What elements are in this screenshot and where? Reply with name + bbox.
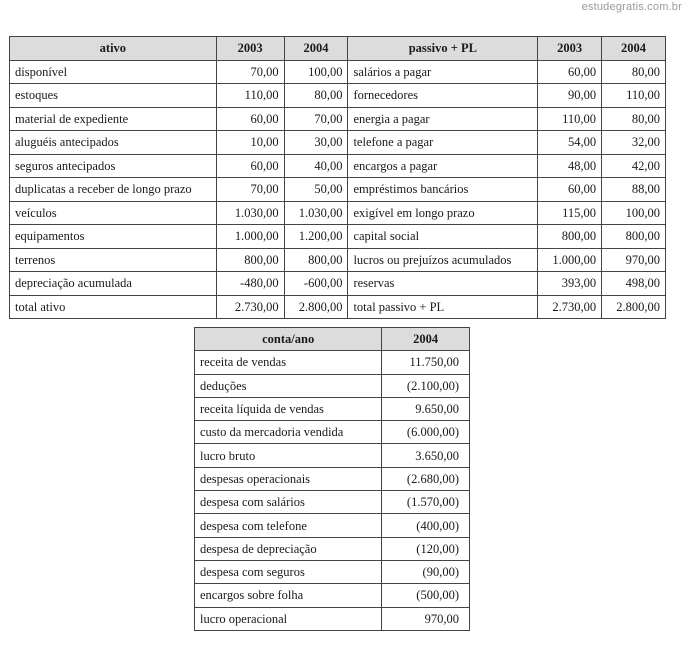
- asset-cell: disponível: [10, 60, 217, 84]
- header-liability-2004: 2004: [602, 37, 666, 61]
- liability-cell: salários a pagar: [348, 60, 538, 84]
- table-row: [195, 421, 470, 444]
- liability-2004-cell: 42,00: [602, 154, 666, 178]
- asset-2004-cell: 70,00: [284, 107, 348, 131]
- liability-2003-cell: 2.730,00: [538, 295, 602, 319]
- liability-cell: lucros ou prejuízos acumulados: [348, 248, 538, 272]
- value-cell: 11.750,00: [382, 351, 470, 374]
- account-cell: receita de vendas: [195, 351, 382, 374]
- table-row: [195, 374, 470, 397]
- table-row: [10, 248, 666, 272]
- table-row: [195, 467, 470, 490]
- liability-2003-cell: 393,00: [538, 272, 602, 296]
- asset-2004-cell: 800,00: [284, 248, 348, 272]
- value-cell: (2.100,00): [382, 374, 470, 397]
- asset-2003-cell: 60,00: [216, 107, 284, 131]
- header-asset: ativo: [10, 37, 217, 61]
- liability-cell: empréstimos bancários: [348, 178, 538, 202]
- value-cell: 9.650,00: [382, 397, 470, 420]
- liability-2003-cell: 115,00: [538, 201, 602, 225]
- table-row: [10, 131, 666, 155]
- asset-cell: total ativo: [10, 295, 217, 319]
- liability-2003-cell: 48,00: [538, 154, 602, 178]
- asset-2003-cell: 1.030,00: [216, 201, 284, 225]
- value-cell: (90,00): [382, 560, 470, 583]
- account-cell: deduções: [195, 374, 382, 397]
- account-cell: lucro operacional: [195, 607, 382, 630]
- header-liability-2003: 2003: [538, 37, 602, 61]
- watermark: estudegratis.com.br: [581, 1, 682, 13]
- liability-cell: total passivo + PL: [348, 295, 538, 319]
- table-row: [195, 351, 470, 374]
- asset-cell: veículos: [10, 201, 217, 225]
- liability-cell: exigível em longo prazo: [348, 201, 538, 225]
- liability-cell: fornecedores: [348, 84, 538, 108]
- liability-cell: reservas: [348, 272, 538, 296]
- liability-2004-cell: 88,00: [602, 178, 666, 202]
- asset-2004-cell: 50,00: [284, 178, 348, 202]
- liability-cell: encargos a pagar: [348, 154, 538, 178]
- asset-2003-cell: 60,00: [216, 154, 284, 178]
- liability-2003-cell: 60,00: [538, 60, 602, 84]
- asset-cell: material de expediente: [10, 107, 217, 131]
- account-cell: despesa com salários: [195, 491, 382, 514]
- asset-2003-cell: 2.730,00: [216, 295, 284, 319]
- table-row: [195, 584, 470, 607]
- asset-cell: terrenos: [10, 248, 217, 272]
- asset-2004-cell: 1.200,00: [284, 225, 348, 249]
- liability-2004-cell: 80,00: [602, 107, 666, 131]
- balance-header-row: [10, 37, 666, 61]
- table-row: [195, 537, 470, 560]
- table-row: [10, 84, 666, 108]
- liability-cell: capital social: [348, 225, 538, 249]
- liability-2003-cell: 110,00: [538, 107, 602, 131]
- balance-sheet-table: [9, 36, 666, 319]
- account-cell: despesas operacionais: [195, 467, 382, 490]
- table-row: [195, 560, 470, 583]
- liability-2003-cell: 90,00: [538, 84, 602, 108]
- value-cell: 3.650,00: [382, 444, 470, 467]
- header-account: conta/ano: [195, 328, 382, 351]
- liability-2003-cell: 54,00: [538, 131, 602, 155]
- asset-2004-cell: 1.030,00: [284, 201, 348, 225]
- liability-2003-cell: 800,00: [538, 225, 602, 249]
- liability-cell: energia a pagar: [348, 107, 538, 131]
- header-asset-2004: 2004: [284, 37, 348, 61]
- asset-2004-cell: 100,00: [284, 60, 348, 84]
- liability-2003-cell: 1.000,00: [538, 248, 602, 272]
- account-cell: receita líquida de vendas: [195, 397, 382, 420]
- income-header-row: [195, 328, 470, 351]
- asset-cell: aluguéis antecipados: [10, 131, 217, 155]
- table-row: [10, 225, 666, 249]
- table-row: [10, 272, 666, 296]
- table-row: [10, 295, 666, 319]
- asset-2004-cell: -600,00: [284, 272, 348, 296]
- account-cell: despesa com telefone: [195, 514, 382, 537]
- asset-cell: duplicatas a receber de longo prazo: [10, 178, 217, 202]
- asset-2003-cell: 70,00: [216, 178, 284, 202]
- asset-cell: seguros antecipados: [10, 154, 217, 178]
- account-cell: despesa de depreciação: [195, 537, 382, 560]
- liability-2004-cell: 970,00: [602, 248, 666, 272]
- asset-2004-cell: 40,00: [284, 154, 348, 178]
- header-asset-2003: 2003: [216, 37, 284, 61]
- table-row: [195, 491, 470, 514]
- asset-2003-cell: 10,00: [216, 131, 284, 155]
- value-cell: (2.680,00): [382, 467, 470, 490]
- account-cell: custo da mercadoria vendida: [195, 421, 382, 444]
- asset-2003-cell: -480,00: [216, 272, 284, 296]
- table-row: [195, 607, 470, 630]
- table-row: [195, 514, 470, 537]
- value-cell: (400,00): [382, 514, 470, 537]
- asset-2004-cell: 30,00: [284, 131, 348, 155]
- asset-2004-cell: 2.800,00: [284, 295, 348, 319]
- value-cell: (120,00): [382, 537, 470, 560]
- liability-2004-cell: 498,00: [602, 272, 666, 296]
- value-cell: 970,00: [382, 607, 470, 630]
- table-row: [195, 397, 470, 420]
- value-cell: (500,00): [382, 584, 470, 607]
- liability-cell: telefone a pagar: [348, 131, 538, 155]
- value-cell: (1.570,00): [382, 491, 470, 514]
- liability-2004-cell: 2.800,00: [602, 295, 666, 319]
- table-row: [195, 444, 470, 467]
- account-cell: lucro bruto: [195, 444, 382, 467]
- header-year: 2004: [382, 328, 470, 351]
- liability-2004-cell: 32,00: [602, 131, 666, 155]
- asset-2004-cell: 80,00: [284, 84, 348, 108]
- table-row: [10, 201, 666, 225]
- asset-2003-cell: 110,00: [216, 84, 284, 108]
- liability-2004-cell: 80,00: [602, 60, 666, 84]
- table-row: [10, 60, 666, 84]
- asset-2003-cell: 70,00: [216, 60, 284, 84]
- table-row: [10, 154, 666, 178]
- asset-cell: depreciação acumulada: [10, 272, 217, 296]
- liability-2004-cell: 100,00: [602, 201, 666, 225]
- account-cell: despesa com seguros: [195, 560, 382, 583]
- account-cell: encargos sobre folha: [195, 584, 382, 607]
- asset-2003-cell: 1.000,00: [216, 225, 284, 249]
- asset-cell: estoques: [10, 84, 217, 108]
- liability-2004-cell: 110,00: [602, 84, 666, 108]
- value-cell: (6.000,00): [382, 421, 470, 444]
- header-liability: passivo + PL: [348, 37, 538, 61]
- income-statement-table: [194, 327, 470, 631]
- table-row: [10, 178, 666, 202]
- table-row: [10, 107, 666, 131]
- asset-2003-cell: 800,00: [216, 248, 284, 272]
- liability-2004-cell: 800,00: [602, 225, 666, 249]
- liability-2003-cell: 60,00: [538, 178, 602, 202]
- asset-cell: equipamentos: [10, 225, 217, 249]
